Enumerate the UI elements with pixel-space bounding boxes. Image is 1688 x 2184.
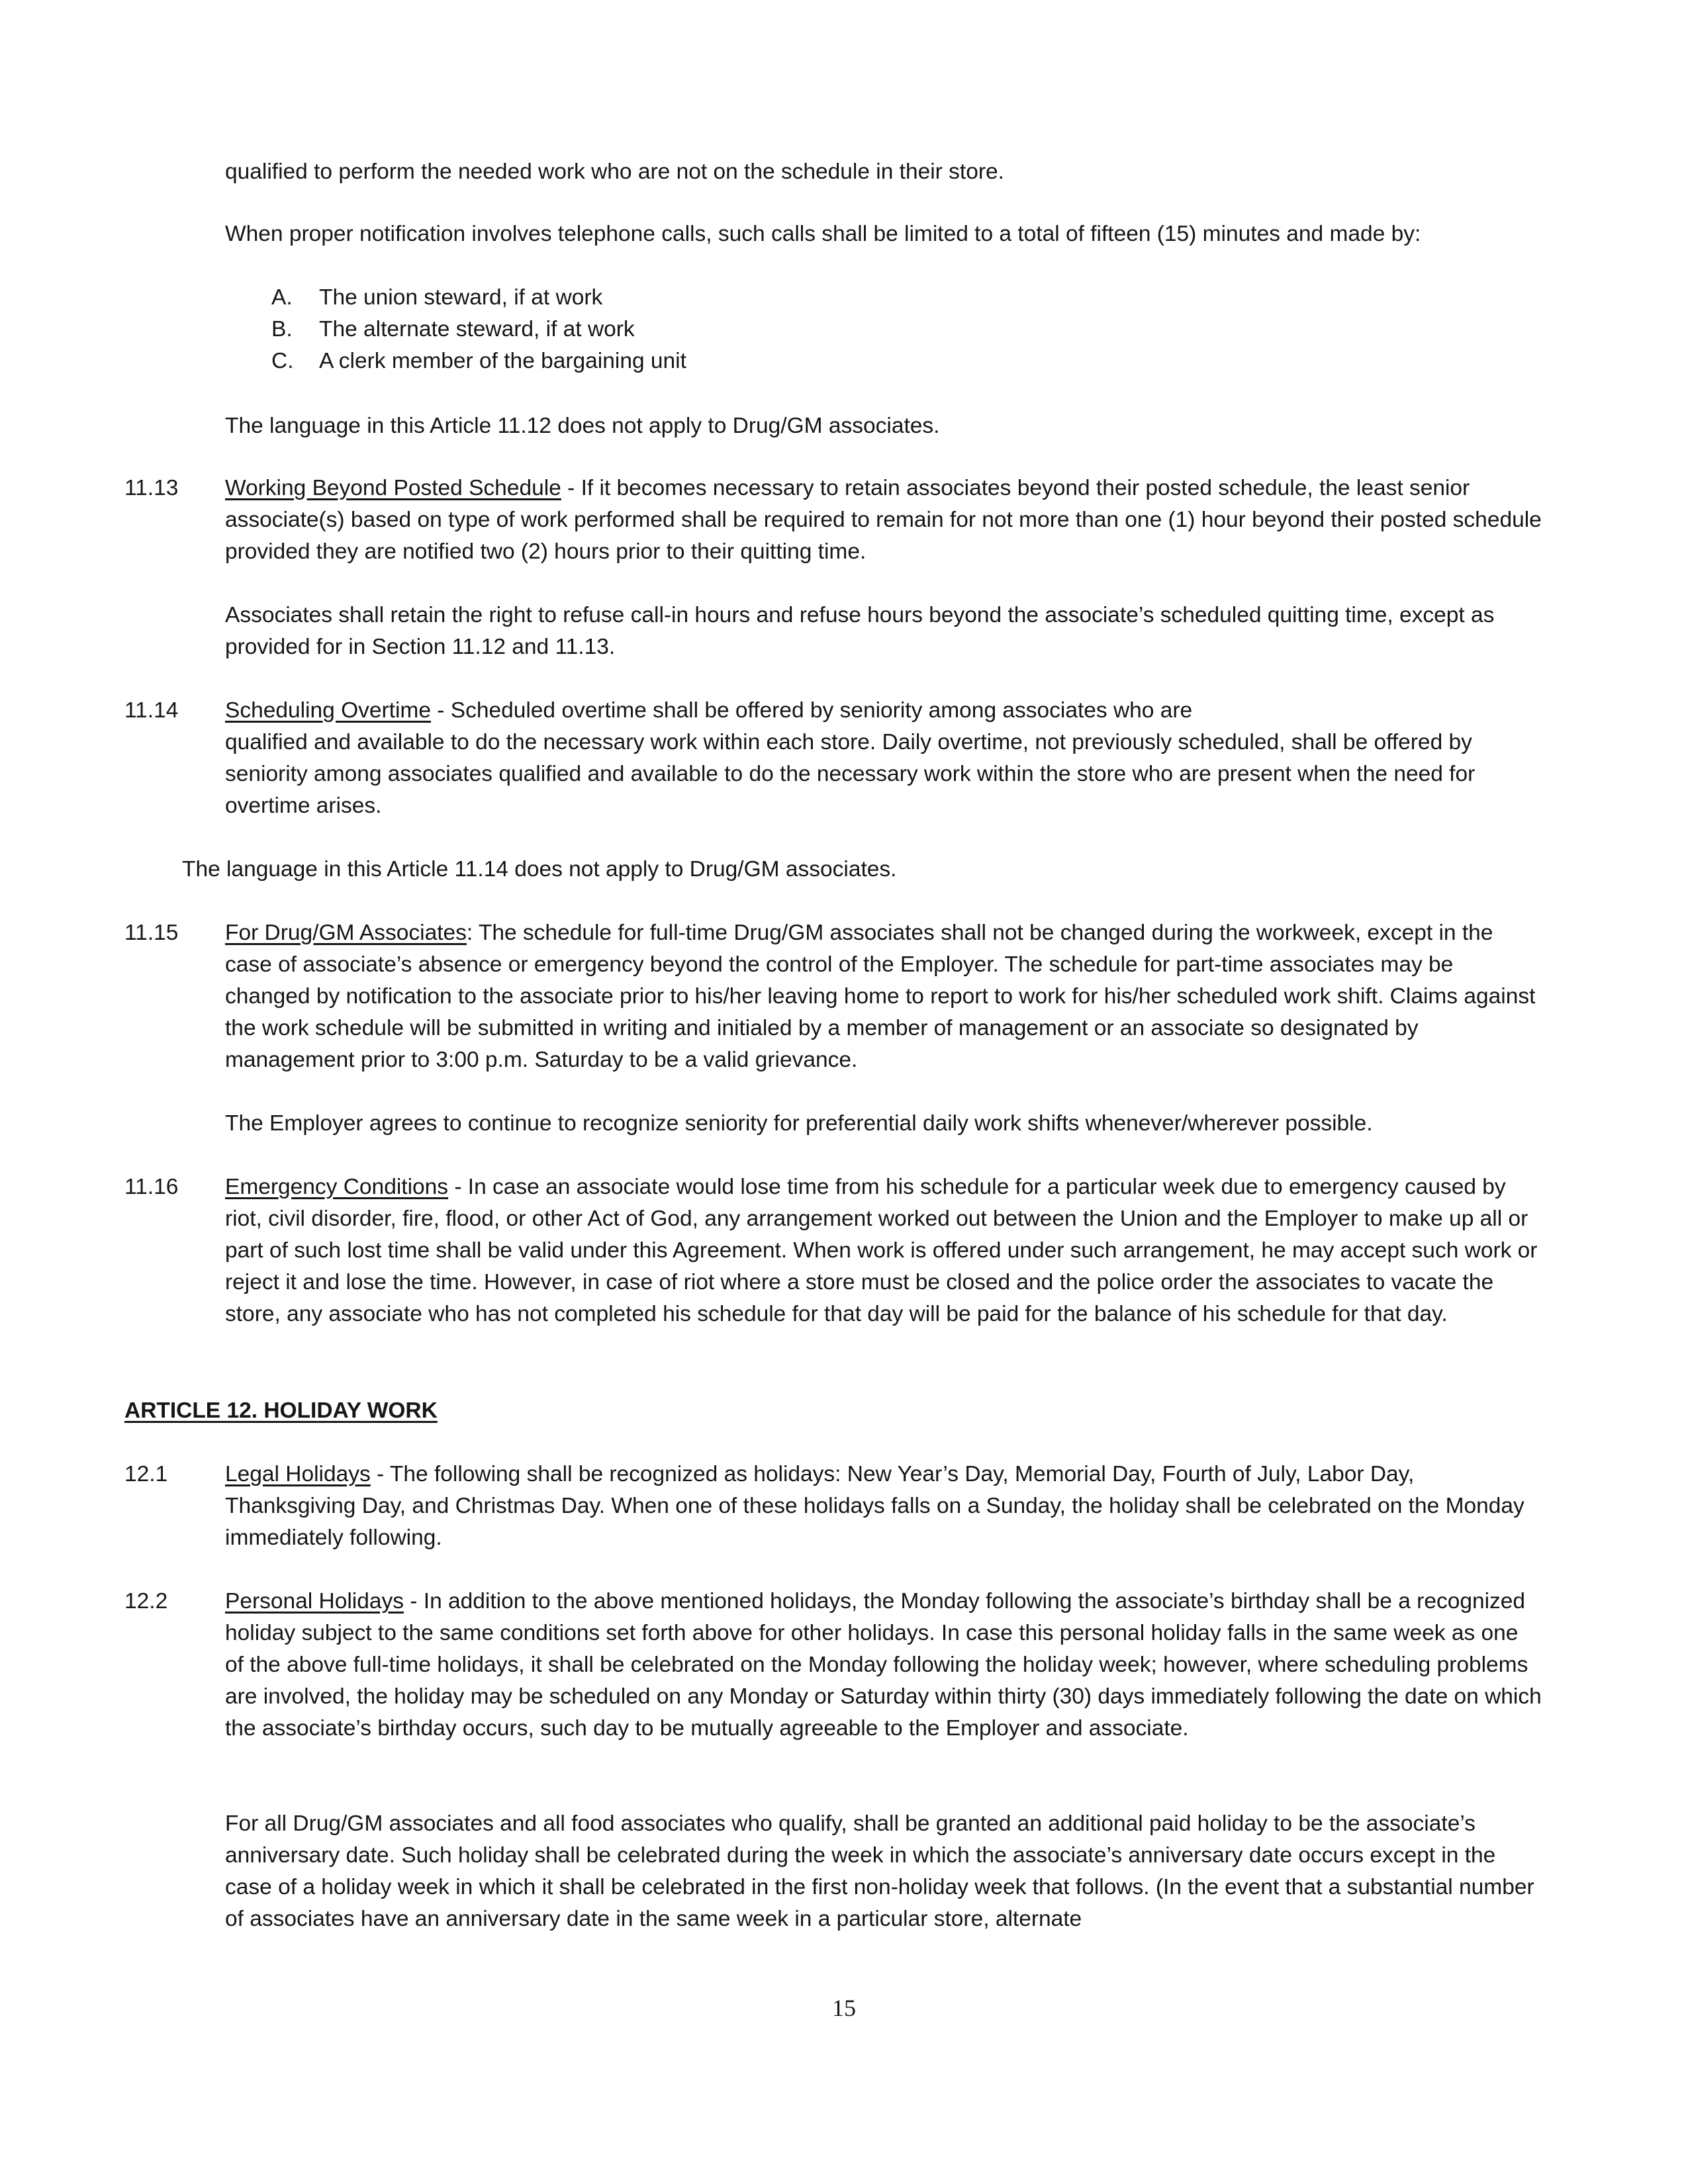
section-11-14: Scheduling Overtime - Scheduled overtime shall be offered by seniority among associates who are qualified and available to do the necessary work within each store. Daily overtime, not previously scheduled, shall be offered by seniority among associates qualified and available to do the necessary work within the store who are present when the need for overtime arises. <box>225 698 1476 818</box>
section-heading: Personal Holidays <box>225 1589 404 1614</box>
section-12-2-para2: For all Drug/GM associates and all food associates who qualify, shall be granted an additional paid holiday to be the associate’s anniversary date. Such holiday shall be celebrated during the week in which the associate’s anniversary date occurs except in the case of a holiday week in which it shall be celebrated in the first non-holiday week that follows. (In the event that a substantial number of associates have an anniversary date in the same week in a particular store, alternate <box>225 1811 1534 1931</box>
section-heading: Emergency Conditions <box>225 1175 449 1199</box>
section-11-13: Working Beyond Posted Schedule - If it becomes necessary to retain associates beyond their posted schedule, the least senior associate(s) based on type of work performed shall be required to remain for not more than one (1) hour beyond their posted schedule provided they are notified two (2) hours prior to their quitting time. <box>225 476 1542 564</box>
continuation-line: qualified to perform the needed work who are not on the schedule in their store. <box>225 159 1004 184</box>
notification-paragraph: When proper notification involves telephone calls, such calls shall be limited to a total of fifteen (15) minutes and made by: <box>225 222 1421 246</box>
section-number-11-14: 11.14 <box>124 698 179 723</box>
section-number-11-15: 11.15 <box>124 921 179 945</box>
section-11-15-para2: The Employer agrees to continue to recognize seniority for preferential daily work shifts whenever/wherever possible. <box>225 1111 1373 1136</box>
list-item: A. The union steward, if at work <box>271 285 603 310</box>
section-number-12-2: 12.2 <box>124 1589 168 1614</box>
section-heading: Working Beyond Posted Schedule <box>225 476 561 500</box>
section-11-13-para2: Associates shall retain the right to refuse call-in hours and refuse hours beyond the associate’s scheduled quitting time, except as provided for in Section 11.12 and 11.13. <box>225 603 1495 659</box>
section-number-11-16: 11.16 <box>124 1175 179 1199</box>
section-11-16: Emergency Conditions - In case an associate would lose time from his schedule for a particular week due to emergency caused by riot, civil disorder, fire, flood, or other Act of God, any arrangement worked out between the Union and the Employer to make up all or part of such lost time shall be valid under this Agreement. When work is offered under such arrangement, he may accept such work or reject it and lose the time. However, in case of riot where a store must be closed and the police order the associates to vacate the store, any associate who has not completed his schedule for that day will be paid for the balance of his schedule for that day. <box>225 1175 1538 1326</box>
article-12-heading: ARTICLE 12. HOLIDAY WORK <box>124 1398 438 1423</box>
note-11-14: The language in this Article 11.14 does not apply to Drug/GM associates. <box>182 857 897 882</box>
note-11-12: The language in this Article 11.12 does not apply to Drug/GM associates. <box>225 414 940 438</box>
section-heading: Scheduling Overtime <box>225 698 431 723</box>
section-number-12-1: 12.1 <box>124 1462 168 1486</box>
caller-list <box>271 282 1463 377</box>
section-11-15: For Drug/GM Associates: The schedule for full-time Drug/GM associates shall not be changed during the workweek, except in the case of associate’s absence or emergency beyond the control of the Employer. The schedule for part-time associates may be changed by notification to the associate prior to his/her leaving home to report to work for his/her scheduled work shift. Claims against the work schedule will be submitted in writing and initialed by a member of management or an associate so designated by management prior to 3:00 p.m. Saturday to be a valid grievance. <box>225 921 1536 1072</box>
section-12-1: Legal Holidays - The following shall be recognized as holidays: New Year’s Day, Memorial Day, Fourth of July, Labor Day, Thanksgiving Day, and Christmas Day. When one of these holidays falls on a Sunday, the holiday shall be celebrated on the Monday immediately following. <box>225 1462 1524 1550</box>
section-heading: Legal Holidays <box>225 1462 371 1486</box>
section-12-2: Personal Holidays - In addition to the above mentioned holidays, the Monday following the associate’s birthday shall be a recognized holiday subject to the same conditions set forth above for other holidays. In case this personal holiday falls in the same week as one of the above full-time holidays, it shall be celebrated on the Monday following the holiday week; however, where scheduling problems are involved, the holiday may be scheduled on any Monday or Saturday within thirty (30) days immediately following the date on which the associate’s birthday occurs, such day to be mutually agreeable to the Employer and associate. <box>225 1589 1542 1741</box>
list-item: C. A clerk member of the bargaining unit <box>271 349 686 373</box>
section-number-11-13: 11.13 <box>124 476 179 500</box>
section-heading: For Drug/GM Associates <box>225 921 467 945</box>
page-number: 15 <box>832 1995 856 2021</box>
list-item: B. The alternate steward, if at work <box>271 317 635 341</box>
